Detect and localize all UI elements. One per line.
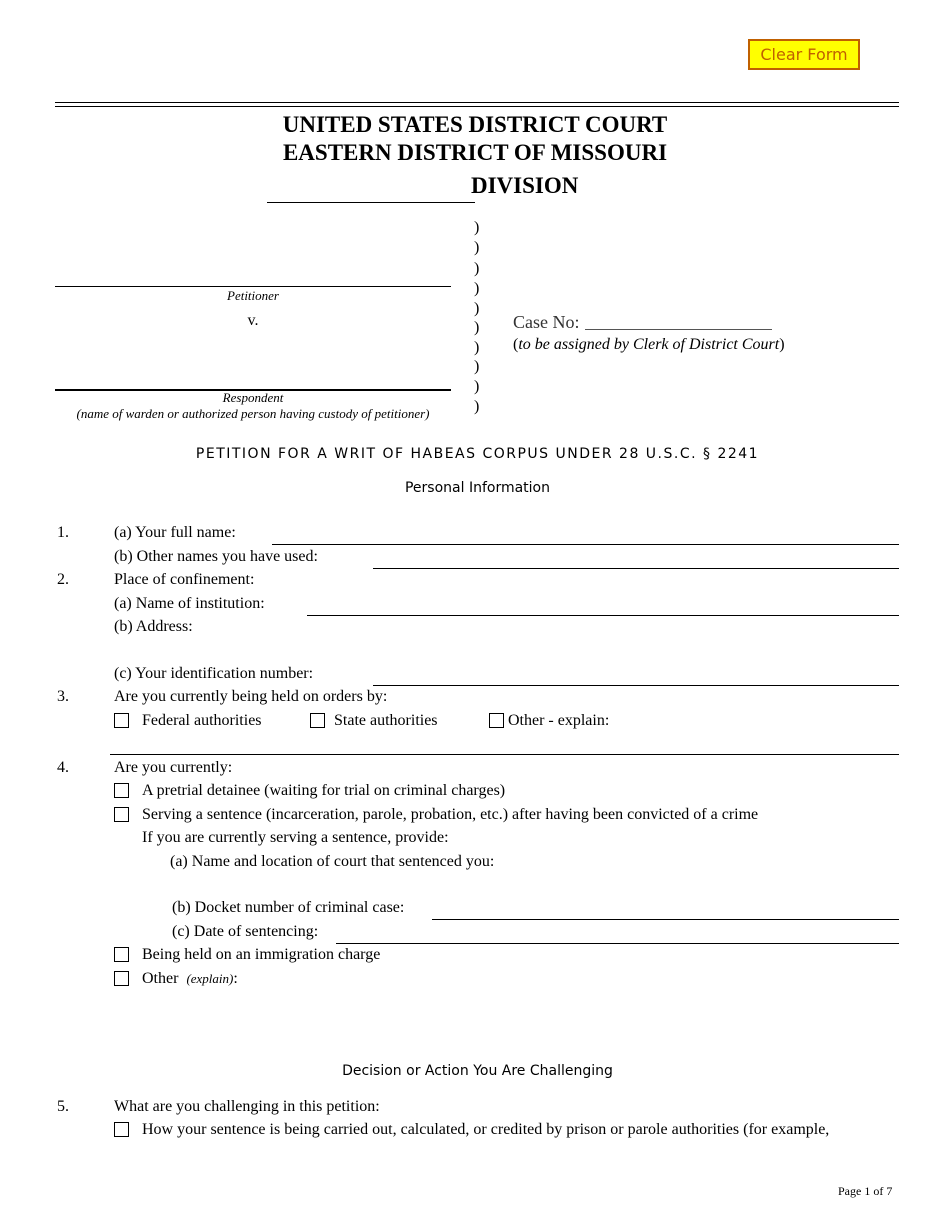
case-no-note <box>513 336 785 354</box>
clear-form-button[interactable]: Clear Form <box>748 39 860 70</box>
sentence-execution-checkbox[interactable] <box>114 1122 129 1137</box>
immigration-charge-label: Being held on an immigration charge <box>142 946 381 963</box>
top-rule-2 <box>55 106 899 107</box>
serving-sentence-checkbox[interactable] <box>114 807 129 822</box>
other-authorities-checkbox[interactable] <box>489 713 504 728</box>
caption-paren: ) <box>474 300 480 317</box>
identification-number-field[interactable] <box>373 667 899 686</box>
q2-label: Place of confinement: <box>114 571 255 588</box>
q4-label: Are you currently: <box>114 759 233 776</box>
versus-label: v. <box>247 312 259 329</box>
other-names-field[interactable] <box>373 550 899 569</box>
serving-sentence-label: Serving a sentence (incarceration, parole, probation, etc.) after having been convicted of a crime <box>142 806 759 823</box>
other-status-explain-field[interactable] <box>250 970 899 1020</box>
q3-number: 3. <box>57 688 69 705</box>
q4a-label: (a) Name and location of court that sentenced you: <box>170 853 495 870</box>
case-no-label: Case No: <box>513 312 580 332</box>
other-status-text: Other <box>142 970 179 987</box>
q3-label: Are you currently being held on orders by: <box>114 688 388 705</box>
petitioner-label: Petitioner <box>227 288 279 303</box>
q1a-label: (a) Your full name: <box>114 524 236 541</box>
respondent-label: Respondent <box>222 390 284 405</box>
caption-paren: ) <box>474 219 480 236</box>
caption-paren: ) <box>474 339 480 356</box>
federal-authorities-label: Federal authorities <box>142 712 262 729</box>
petitioner-name-field[interactable] <box>55 268 451 287</box>
q2-number: 2. <box>57 571 69 588</box>
q1-number: 1. <box>57 524 69 541</box>
top-rule-1 <box>55 102 899 103</box>
q5-number: 5. <box>57 1098 69 1115</box>
other-status-checkbox[interactable] <box>114 971 129 986</box>
other-status-explain: (explain) <box>186 971 234 986</box>
case-no-field[interactable] <box>585 311 772 330</box>
caption-paren: ) <box>474 260 480 277</box>
other-authorities-label: Other - explain: <box>508 712 610 729</box>
caption-paren: ) <box>474 358 480 375</box>
respondent-note: (name of warden or authorized person having custody of petitioner) <box>76 406 430 421</box>
q1b-label: (b) Other names you have used: <box>114 548 318 565</box>
q4c-label: (c) Date of sentencing: <box>172 923 319 940</box>
petitioner-line <box>55 286 451 287</box>
institution-name-field[interactable] <box>307 597 899 616</box>
docket-number-field[interactable] <box>432 901 899 920</box>
caption-paren: ) <box>474 319 480 336</box>
q5-label: What are you challenging in this petition: <box>114 1098 380 1115</box>
if-serving-label: If you are currently serving a sentence, provide: <box>142 829 449 846</box>
case-note-text: to be assigned by Clerk of District Court <box>518 336 780 353</box>
section-personal-information: Personal Information <box>404 480 550 496</box>
other-status-colon: : <box>233 970 238 987</box>
sentencing-court-field[interactable] <box>170 876 899 894</box>
caption-paren: ) <box>474 378 480 395</box>
section-decision-challenging: Decision or Action You Are Challenging <box>342 1063 613 1079</box>
other-status-label <box>142 970 238 988</box>
respondent-name-field[interactable] <box>55 371 451 390</box>
q4-number: 4. <box>57 759 69 776</box>
division-label: DIVISION <box>471 173 579 198</box>
case-note-close: ) <box>779 336 785 353</box>
caption-paren: ) <box>474 280 480 297</box>
division-blank-line <box>267 202 475 203</box>
other-authorities-explain-field[interactable] <box>620 712 899 730</box>
q3-explain-line <box>110 754 899 755</box>
immigration-charge-checkbox[interactable] <box>114 947 129 962</box>
state-authorities-checkbox[interactable] <box>310 713 325 728</box>
q4b-label: (b) Docket number of criminal case: <box>172 899 405 916</box>
state-authorities-label: State authorities <box>334 712 438 729</box>
federal-authorities-checkbox[interactable] <box>114 713 129 728</box>
q2b-label: (b) Address: <box>114 618 193 635</box>
q2c-label: (c) Your identification number: <box>114 665 314 682</box>
q2a-label: (a) Name of institution: <box>114 595 265 612</box>
sentence-execution-label: How your sentence is being carried out, calculated, or credited by prison or parole authorities (for example, <box>142 1121 830 1138</box>
court-title: UNITED STATES DISTRICT COURT <box>282 112 668 137</box>
pretrial-detainee-label: A pretrial detainee (waiting for trial on criminal charges) <box>142 782 506 799</box>
case-note-open: ( <box>513 336 519 353</box>
district-title: EASTERN DISTRICT OF MISSOURI <box>282 140 668 165</box>
full-name-field[interactable] <box>272 526 899 545</box>
caption-paren: ) <box>474 398 480 415</box>
page-number: Page 1 of 7 <box>838 1184 893 1198</box>
address-field[interactable] <box>210 618 899 658</box>
pretrial-detainee-checkbox[interactable] <box>114 783 129 798</box>
petition-title: PETITION FOR A WRIT OF HABEAS CORPUS UNDER 28 U.S.C. § 2241 <box>195 446 760 462</box>
sentencing-date-field[interactable] <box>336 925 899 944</box>
caption-paren: ) <box>474 239 480 256</box>
